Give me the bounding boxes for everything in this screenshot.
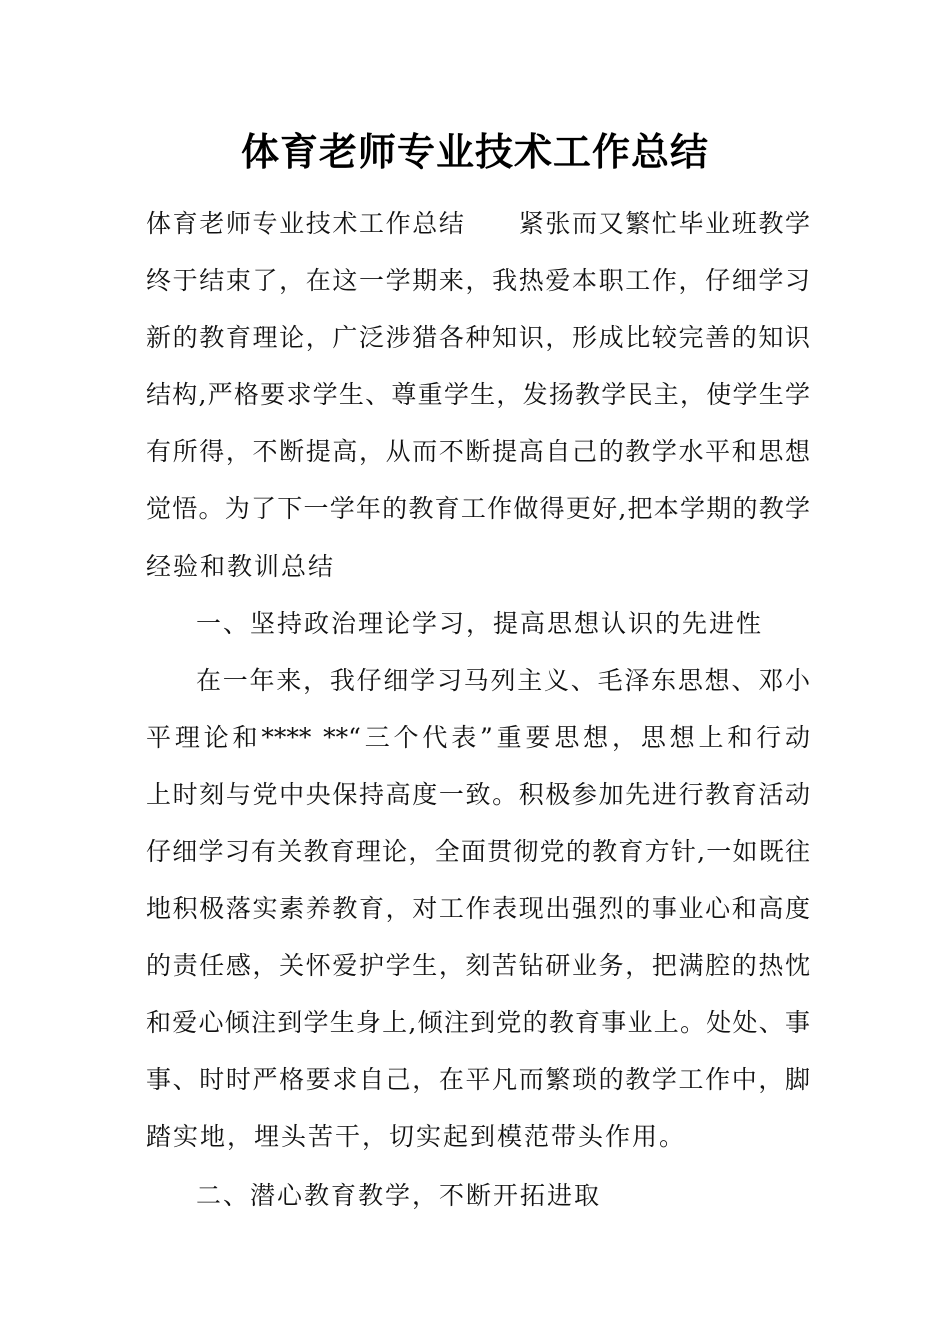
paragraph-line: 上时刻与党中央保持高度一致。积极参加先进行教育活动 [146,780,810,809]
section-heading: 二、潜心教育教学，不断开拓进取 [196,1181,602,1210]
section-heading: 一、坚持政治理论学习，提高思想认识的先进性 [196,609,764,638]
paragraph-line: 仔细学习有关教育理论，全面贯彻党的教育方针,一如既往 [146,837,810,866]
paragraph-line: 新的教育理论，广泛涉猎各种知识，形成比较完善的知识 [146,323,810,352]
paragraph-line: 体育老师专业技术工作总结 紧张而又繁忙毕业班教学 [146,209,810,238]
paragraph-line: 结构,严格要求学生、尊重学生，发扬教学民主，使学生学 [146,380,810,409]
paragraph-line: 地积极落实素养教育，对工作表现出强烈的事业心和高度 [146,894,810,923]
document-title: 体育老师专业技术工作总结 [240,130,709,174]
paragraph-line: 的责任感，关怀爱护学生，刻苦钻研业务，把满腔的热忱 [146,951,810,980]
paragraph-line: 有所得，不断提高，从而不断提高自己的教学水平和思想 [146,437,810,466]
paragraph-line: 平理论和**** **“三个代表”重要思想，思想上和行动 [146,723,810,752]
paragraph-line: 事、时时严格要求自己，在平凡而繁琐的教学工作中，脚 [146,1065,810,1094]
paragraph-line: 觉悟。为了下一学年的教育工作做得更好,把本学期的教学 [146,494,810,523]
paragraph-line: 经验和教训总结 [146,552,336,581]
paragraph-line: 终于结束了，在这一学期来，我热爱本职工作，仔细学习 [146,266,810,295]
paragraph-line: 在一年来，我仔细学习马列主义、毛泽东思想、邓小 [196,666,810,695]
paragraph-line: 和爱心倾注到学生身上,倾注到党的教育事业上。处处、事 [146,1008,810,1037]
paragraph-line: 踏实地，埋头苦干，切实起到模范带头作用。 [146,1122,687,1151]
